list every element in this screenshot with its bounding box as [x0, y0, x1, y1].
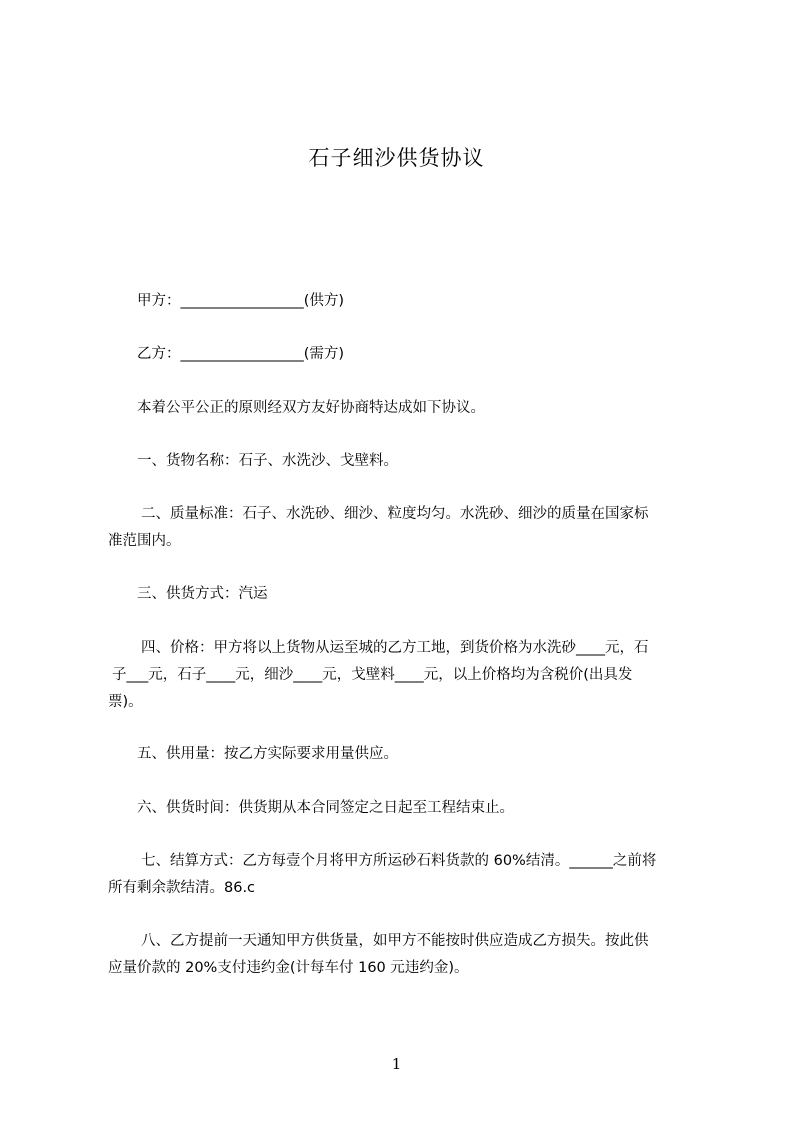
clause-7-line-1: 七、结算方式：乙方每壹个月将甲方所运砂石料货款的 60%结清。______之前将: [141, 853, 657, 869]
clause-2-line-1: 二、质量标准：石子、水洗砂、细沙、粒度均匀。水洗砂、细沙的质量在国家标: [141, 506, 649, 522]
clause-8-line-2: 应量价款的 20%支付违约金(计每车付 160 元违约金)。: [108, 960, 469, 976]
clause-7-line-2: 所有剩余款结清。86.c: [108, 880, 256, 896]
clause-5-text: 五、供用量：按乙方实际要求用量供应。: [137, 746, 398, 762]
clause-1: [108, 448, 708, 475]
intro-paragraph: [108, 395, 708, 422]
clause-7: [108, 848, 708, 902]
clause-8-line-1: 八、乙方提前一天通知甲方供货量，如甲方不能按时供应造成乙方损失。按此供: [141, 933, 649, 949]
clause-6: [108, 795, 708, 822]
clause-3-text: 三、供货方式：汽运: [137, 586, 268, 602]
clause-2-line-2: 准范围内。: [108, 533, 181, 549]
clause-4-line-3: 票)。: [108, 694, 143, 710]
clause-4-line-1: 四、价格：甲方将以上货物从运至城的乙方工地，到货价格为水洗砂____元，石: [141, 640, 649, 656]
clause-8: [108, 928, 708, 982]
party-a-text: 甲方：_________________(供方): [137, 293, 345, 309]
clause-4-line-2: 子___元，石子____元，细沙____元，戈壁料____元，以上价格均为含税价(出具发: [112, 667, 633, 683]
document-title: 石子细沙供货协议: [308, 146, 485, 170]
party-a-line: [108, 288, 708, 315]
intro-text: 本着公平公正的原则经双方友好协商特达成如下协议。: [137, 400, 485, 416]
page-number: 1: [391, 1055, 402, 1073]
clause-1-text: 一、货物名称：石子、水洗沙、戈壁料。: [137, 453, 398, 469]
clause-2: [108, 501, 708, 555]
clause-4: [108, 635, 708, 716]
party-b-text: 乙方：_________________(需方): [137, 346, 345, 362]
clause-5: [108, 741, 708, 768]
clause-6-text: 六、供货时间：供货期从本合同签定之日起至工程结束止。: [137, 800, 514, 816]
party-b-line: [108, 341, 708, 368]
clause-3: [108, 581, 708, 608]
